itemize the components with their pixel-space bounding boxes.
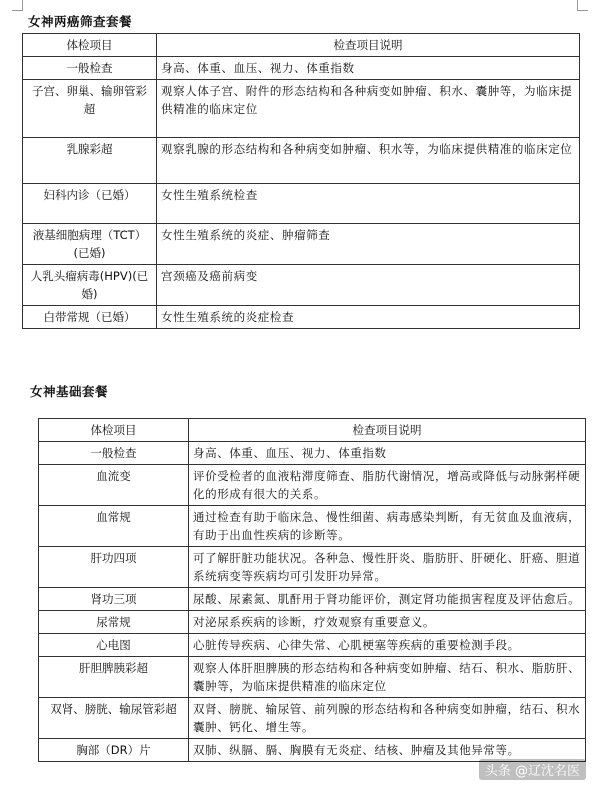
desc-cell: 可了解肝脏功能状况。各种急、慢性肝炎、脂肪肝、肝硬化、肝癌、胆道系统病变等疾病均可引发肝功异常。 [189,547,586,588]
table-row [39,611,586,634]
item-cell: 液基细胞病理（TCT）(已婚) [23,224,157,265]
desc-cell: 尿酸、尿素氮、肌酐用于肾功能评价，测定肾功能损害程度及评估愈后。 [189,588,586,611]
item-cell: 一般检查 [23,57,157,80]
table-row [23,138,580,184]
crop-mark-left [12,0,23,11]
item-cell: 血流变 [39,465,189,506]
item-cell: 乳腺彩超 [23,138,157,184]
table-row [39,657,586,698]
basic-package-table [38,418,586,762]
item-cell: 胸部（DR）片 [39,739,189,762]
table-row [23,224,580,265]
cancer-screening-table [22,33,580,329]
item-cell: 子宫、卵巢、输卵管彩超 [23,80,157,138]
desc-cell: 双肺、纵膈、膈、胸膜有无炎症、结核、肿瘤及其他异常等。 [189,739,586,762]
table-row [23,306,580,329]
source-watermark: 头条 @辽沈名医 [479,759,586,780]
desc-cell: 观察乳腺的形态结构和各种病变如肿瘤、积水等，为临床提供精准的临床定位 [157,138,580,184]
table-row [39,634,586,657]
table-row [39,506,586,547]
item-cell: 人乳头瘤病毒(HPV)(已婚) [23,265,157,306]
package-title-cancer-screening: 女神两癌筛查套餐 [28,14,133,29]
desc-cell: 双肾、膀胱、输尿管、前列腺的形态结构和各种病变如肿瘤，结石、积水囊肿、钙化、增生等。 [189,698,586,739]
header-desc: 检查项目说明 [189,419,586,442]
item-cell: 白带常规（已婚） [23,306,157,329]
table-row [39,547,586,588]
item-cell: 妇科内诊（已婚） [23,184,157,224]
desc-cell: 观察人体子宫、附件的形态结构和各种病变如肿瘤、积水、囊肿等，为临床提供精准的临床定位 [157,80,580,138]
package-title-basic: 女神基础套餐 [30,384,109,399]
item-cell: 血常规 [39,506,189,547]
header-item: 体检项目 [39,419,189,442]
desc-cell: 女性生殖系统的炎症、肿瘤筛查 [157,224,580,265]
table-row [39,465,586,506]
table-row [39,588,586,611]
header-desc: 检查项目说明 [157,34,580,57]
table-row [39,442,586,465]
table-header-row [23,34,580,57]
desc-cell: 心脏传导疾病、心律失常、心肌梗塞等疾病的重要检测手段。 [189,634,586,657]
table-header-row [39,419,586,442]
item-cell: 心电图 [39,634,189,657]
desc-cell: 身高、体重、血压、视力、体重指数 [157,57,580,80]
header-item: 体检项目 [23,34,157,57]
item-cell: 肾功三项 [39,588,189,611]
desc-cell: 女性生殖系统检查 [157,184,580,224]
table-row [23,57,580,80]
desc-cell: 宫颈癌及癌前病变 [157,265,580,306]
desc-cell: 身高、体重、血压、视力、体重指数 [189,442,586,465]
table-row [23,80,580,138]
desc-cell: 女性生殖系统的炎症检查 [157,306,580,329]
table-row [39,698,586,739]
crop-mark-right [577,0,588,11]
table-row [23,265,580,306]
desc-cell: 观察人体肝胆脾胰的形态结构和各种病变如肿瘤、结石、积水、脂肪肝、囊肿等，为临床提供精准的临床定位 [189,657,586,698]
item-cell: 双肾、膀胱、输尿管彩超 [39,698,189,739]
desc-cell: 通过检查有助于临床急、慢性细菌、病毒感染判断，有无贫血及血液病，有助于出血性疾病的诊断等。 [189,506,586,547]
desc-cell: 对泌尿系疾病的诊断，疗效观察有重要意义。 [189,611,586,634]
item-cell: 肝功四项 [39,547,189,588]
item-cell: 尿常规 [39,611,189,634]
desc-cell: 评价受检者的血液粘滞度筛查、脂肪代谢情况，增高或降低与动脉粥样硬化的形成有很大的关系。 [189,465,586,506]
item-cell: 肝胆脾胰彩超 [39,657,189,698]
item-cell: 一般检查 [39,442,189,465]
table-row [23,184,580,224]
